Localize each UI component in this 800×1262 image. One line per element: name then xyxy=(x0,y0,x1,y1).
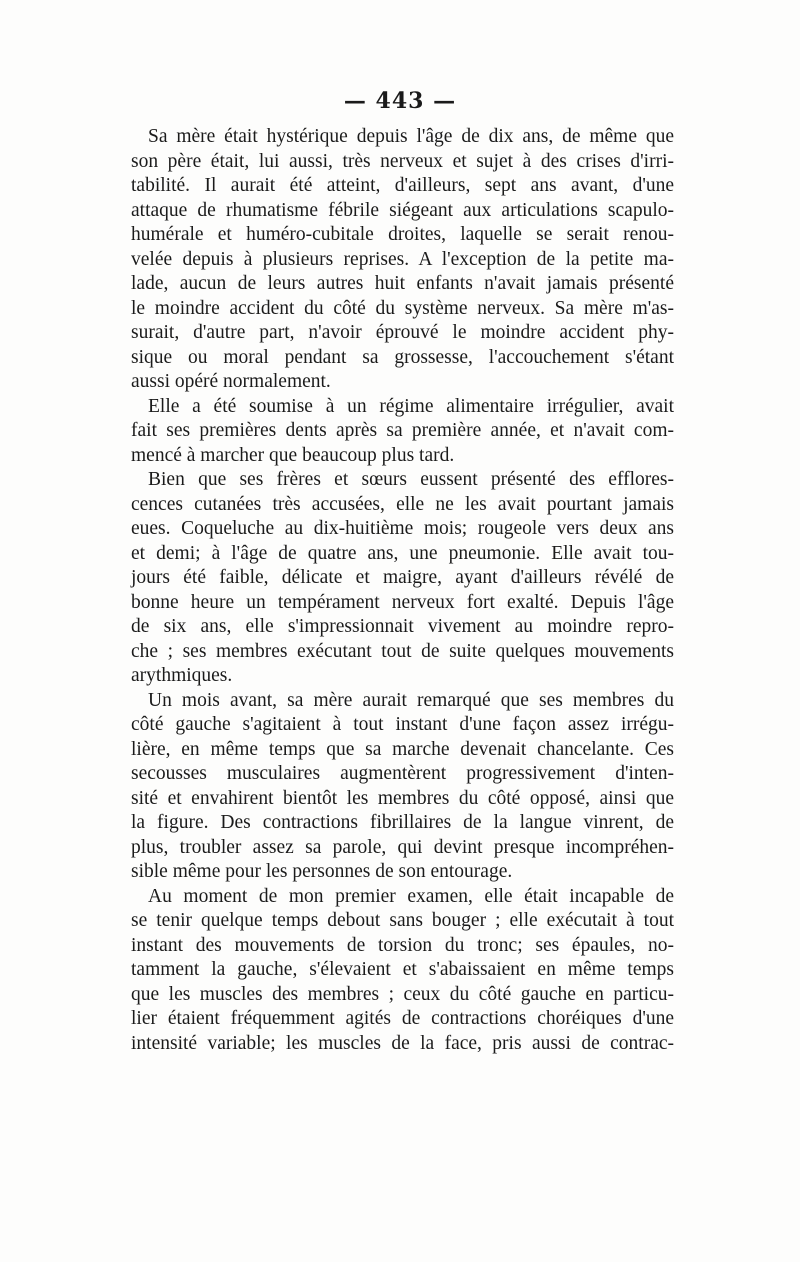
page-number: — 443 — xyxy=(343,88,457,114)
text-line: cences cutanées très accusées, elle ne les avait pourtant jamais xyxy=(131,493,674,515)
text-line: et demi; à l'âge de quatre ans, une pneumonie. Elle avait tou- xyxy=(131,542,674,564)
text-line: Bien que ses frères et sœurs eussent présenté des efflores- xyxy=(148,469,674,490)
text-line: tamment la gauche, s'élevaient et s'abaissaient en même temps xyxy=(131,959,674,980)
body-text xyxy=(131,125,674,1056)
text-line: mencé à marcher que beaucoup plus tard. xyxy=(131,444,455,466)
text-line: Sa mère était hystérique depuis l'âge de dix ans, de même que xyxy=(148,126,674,147)
text-line: Au moment de mon premier examen, elle était incapable de xyxy=(148,885,674,907)
text-line: de six ans, elle s'impressionnait vivement au moindre repro- xyxy=(131,616,674,637)
text-line: plus, troubler assez sa parole, qui devint presque incompréhen- xyxy=(131,836,674,858)
text-line: fait ses premières dents après sa première année, et n'avait com- xyxy=(131,420,674,441)
text-line: bonne heure un tempérament nerveux fort exalté. Depuis l'âge xyxy=(131,591,674,613)
text-line: surait, d'autre part, n'avoir éprouvé le moindre accident phy- xyxy=(131,322,674,343)
text-line: Un mois avant, sa mère aurait remarqué que ses membres du xyxy=(148,689,674,711)
text-line: son père était, lui aussi, très nerveux et sujet à des crises d'irri- xyxy=(131,150,674,172)
text-line: instant des mouvements de torsion du tronc; ses épaules, no- xyxy=(131,934,674,956)
text-line: jours été faible, délicate et maigre, ayant d'ailleurs révélé de xyxy=(131,567,674,588)
text-line: arythmiques. xyxy=(131,665,233,686)
text-line: velée depuis à plusieurs reprises. A l'exception de la petite ma- xyxy=(131,248,674,270)
text-line: humérale et huméro-cubitale droites, laquelle se serait renou- xyxy=(131,224,674,245)
text-line: la figure. Des contractions fibrillaires de la langue vinrent, de xyxy=(131,812,674,833)
text-line: côté gauche s'agitaient à tout instant d'une façon assez irrégu- xyxy=(131,714,674,735)
text-line: sique ou moral pendant sa grossesse, l'accouchement s'étant xyxy=(131,346,674,368)
text-line: se tenir quelque temps debout sans bouger ; elle exécutait à tout xyxy=(131,910,674,931)
text-line: aussi opéré normalement. xyxy=(131,371,331,392)
text-line: que les muscles des membres ; ceux du côté gauche en particu- xyxy=(131,983,674,1005)
text-line: tabilité. Il aurait été atteint, d'ailleurs, sept ans avant, d'une xyxy=(131,175,674,196)
text-line: sité et envahirent bientôt les membres du côté opposé, ainsi que xyxy=(131,787,674,809)
text-line: intensité variable; les muscles de la face, pris aussi de contrac- xyxy=(131,1032,674,1054)
text-line: che ; ses membres exécutant tout de suite quelques mouvements xyxy=(131,640,674,662)
text-line: eues. Coqueluche au dix-huitième mois; rougeole vers deux ans xyxy=(131,518,674,539)
text-line: le moindre accident du côté du système nerveux. Sa mère m'as- xyxy=(131,297,674,319)
text-line: lade, aucun de leurs autres huit enfants n'avait jamais présenté xyxy=(131,273,674,294)
text-line: lière, en même temps que sa marche devenait chancelante. Ces xyxy=(131,738,674,760)
text-line: lier étaient fréquemment agités de contractions choréiques d'une xyxy=(131,1008,674,1029)
text-line: attaque de rhumatisme fébrile siégeant aux articulations scapulo- xyxy=(131,199,674,221)
text-line: secousses musculaires augmentèrent progressivement d'inten- xyxy=(131,763,674,784)
text-line: sible même pour les personnes de son entourage. xyxy=(131,861,513,882)
text-line: Elle a été soumise à un régime alimentaire irrégulier, avait xyxy=(148,395,674,417)
